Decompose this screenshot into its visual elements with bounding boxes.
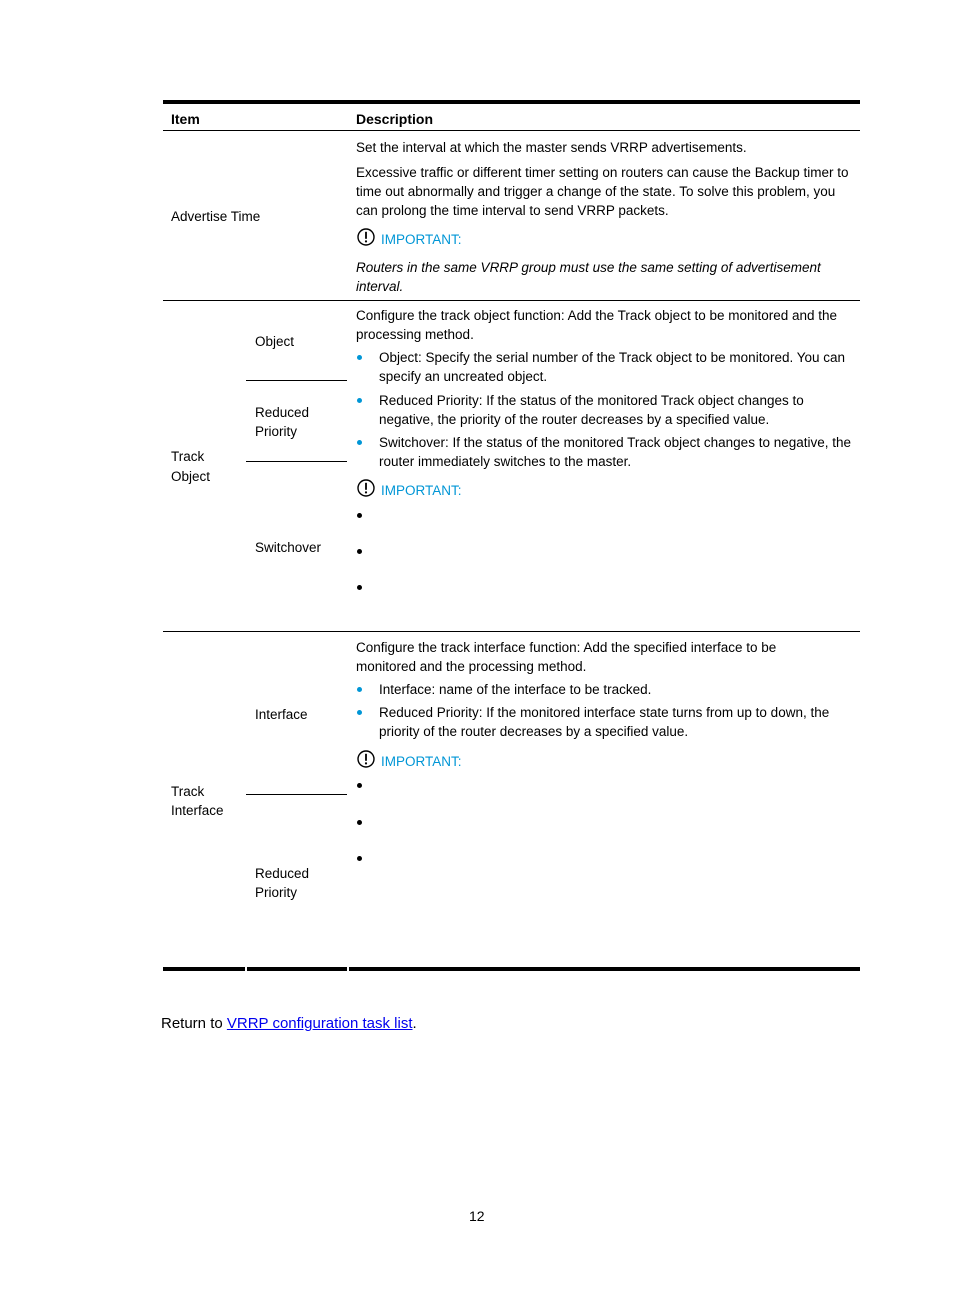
track-interface-desc-line1: Configure the track interface function: Add the specified interface to be <box>356 640 777 655</box>
bullet <box>357 440 362 445</box>
track-object-bullet2-line1: Reduced Priority: If the status of the monitored Track object changes to <box>379 393 804 408</box>
table-bottom-rule-seg2 <box>247 967 347 971</box>
sub-item-reduced-line1: Reduced <box>255 866 310 881</box>
row-divider-1 <box>163 300 860 301</box>
header-item: Item <box>171 111 200 127</box>
track-object-bullet1-line2: specify an uncreated object. <box>379 369 548 384</box>
bullet <box>357 687 362 692</box>
advertise-important-label: IMPORTANT: <box>381 232 462 247</box>
track-interface-bullet2-line2: priority of the router decreases by a specified value. <box>379 724 689 739</box>
item-track-object-line2: Object <box>171 469 211 484</box>
sub-item-switchover: Switchover <box>255 540 322 555</box>
sub-item-reduced-line2: Priority <box>255 885 298 900</box>
advertise-desc-2-line2: time out abnormally and trigger a change of the state. To solve this problem, you <box>356 184 836 199</box>
table-bottom-rule-seg1 <box>163 967 245 971</box>
track-object-bullet1-line1: Object: Specify the serial number of the Track object to be monitored. You can <box>379 350 846 365</box>
empty-bullet <box>357 585 362 590</box>
item-track-interface-line2: Interface <box>171 803 224 818</box>
track-object-desc-line2: processing method. <box>356 327 474 342</box>
sub-divider-reduced <box>246 461 347 462</box>
sub-divider-interface <box>246 794 347 795</box>
sub-item-reduced-line1: Reduced <box>255 405 310 420</box>
row-divider-2 <box>163 631 860 632</box>
advertise-note-line1: Routers in the same VRRP group must use the same setting of advertisement <box>356 260 821 275</box>
sub-item-reduced-line2: Priority <box>255 424 298 439</box>
important-icon <box>357 750 375 768</box>
important-icon <box>357 479 375 497</box>
header-bottom-rule <box>163 130 860 131</box>
track-interface-bullet1-line1: Interface: name of the interface to be tracked. <box>379 682 652 697</box>
track-interface-bullet2-line1: Reduced Priority: If the monitored interface state turns from up to down, the <box>379 705 830 720</box>
track-object-important-label: IMPORTANT: <box>381 483 462 498</box>
sub-item-interface: Interface <box>255 707 308 722</box>
track-object-desc-line1: Configure the track object function: Add the Track object to be monitored and the <box>356 308 838 323</box>
return-line <box>161 1014 417 1034</box>
sub-item-object: Object <box>255 334 295 349</box>
advertise-note-line2: interval. <box>356 279 404 294</box>
advertise-desc-2-line1: Excessive traffic or different timer setting on routers can cause the Backup timer to <box>356 165 849 180</box>
empty-bullet <box>357 549 362 554</box>
track-object-bullet2-line2: negative, the priority of the router decreases by a specified value. <box>379 412 770 427</box>
item-track-interface-line1: Track <box>171 784 205 799</box>
table-top-rule <box>163 100 860 104</box>
empty-bullet <box>357 820 362 825</box>
advertise-desc-2-line3: can prolong the time interval to send VRRP packets. <box>356 203 669 218</box>
track-interface-important-label: IMPORTANT: <box>381 754 462 769</box>
table-bottom-rule-seg3 <box>349 967 860 971</box>
vrrp-task-list-link[interactable]: VRRP configuration task list <box>226 1015 413 1032</box>
return-prefix: Return to <box>161 1015 227 1032</box>
bullet <box>357 355 362 360</box>
bullet <box>357 398 362 403</box>
header-description: Description <box>356 111 434 127</box>
empty-bullet <box>357 513 362 518</box>
track-interface-desc-line2: monitored and the processing method. <box>356 659 587 674</box>
bullet <box>357 710 362 715</box>
empty-bullet <box>357 783 362 788</box>
important-icon <box>357 228 375 246</box>
empty-bullet <box>357 856 362 861</box>
item-track-object-line1: Track <box>171 449 205 464</box>
page-number: 12 <box>469 1208 485 1224</box>
track-object-bullet3-line1: Switchover: If the status of the monitored Track object changes to negative, the <box>379 435 852 450</box>
advertise-desc-1: Set the interval at which the master sends VRRP advertisements. <box>356 140 747 155</box>
item-advertise-time: Advertise Time <box>171 209 261 224</box>
track-object-bullet3-line2: router immediately switches to the master. <box>379 454 632 469</box>
sub-divider-object <box>246 380 347 381</box>
return-suffix: . <box>412 1015 417 1032</box>
